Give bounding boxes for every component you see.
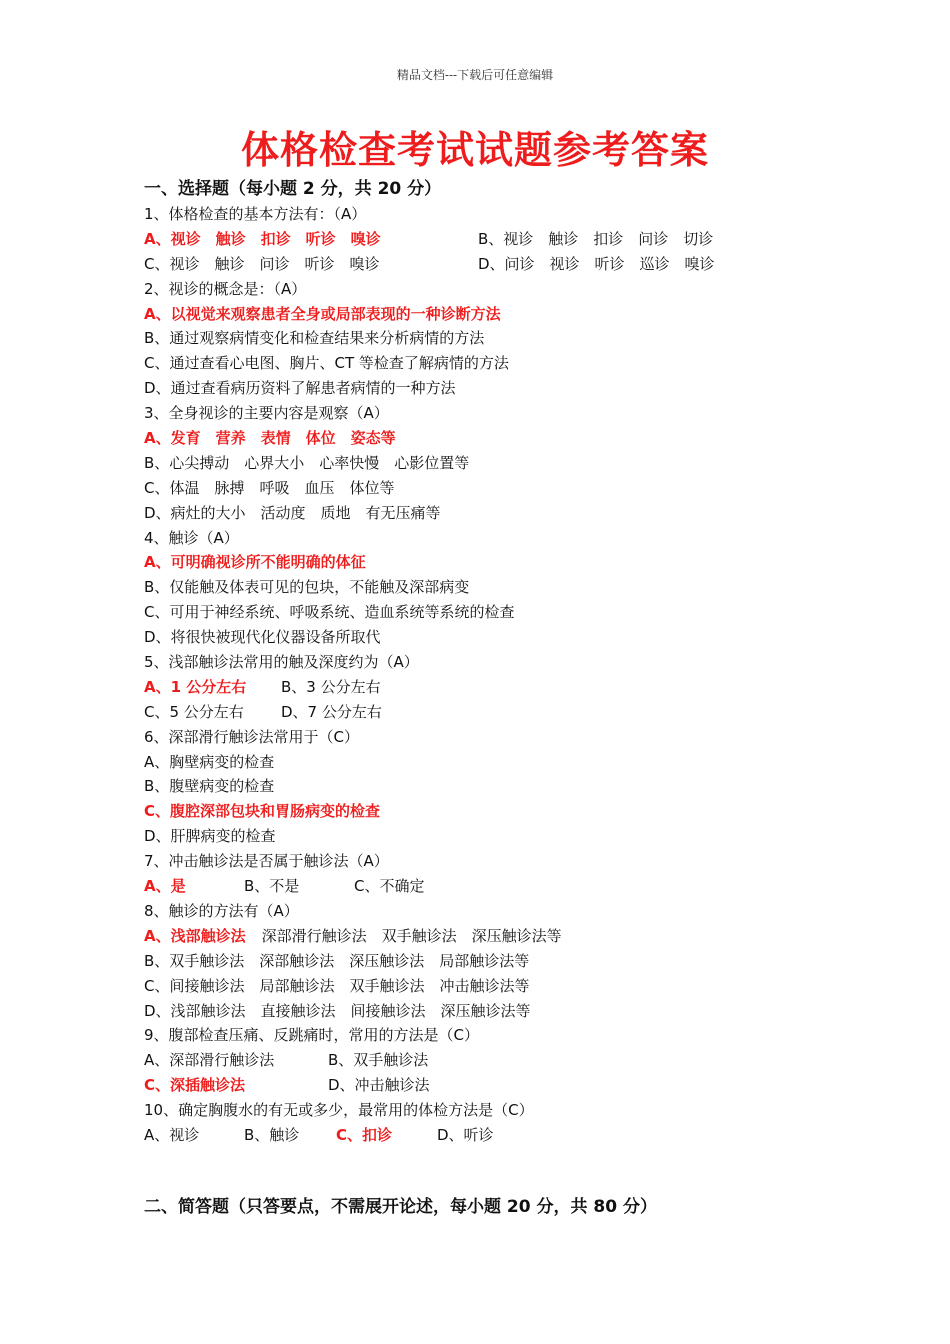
q4-stem: 4、触诊（A） (144, 528, 239, 547)
q10-option-c: C、扣诊 (336, 1125, 393, 1144)
q1-option-d: D、问诊 视诊 听诊 巡诊 嗅诊 (478, 254, 715, 273)
q7-option-c: C、不确定 (354, 877, 425, 896)
q8-option-b: B、双手触诊法 深部触诊法 深压触诊法 局部触诊法等 (144, 951, 530, 970)
q3-option-c: C、体温 脉搏 呼吸 血压 体位等 (144, 478, 395, 497)
q7-options (144, 874, 844, 899)
q10-options (144, 1123, 844, 1148)
q3-stem: 3、全身视诊的主要内容是观察（A） (144, 404, 389, 423)
q3-option-d: D、病灶的大小 活动度 质地 有无压痛等 (144, 503, 441, 522)
q7-option-a: A、是 (144, 877, 186, 896)
q2-option-d: D、通过查看病历资料了解患者病情的一种方法 (144, 379, 456, 398)
q1-options-cd (144, 252, 844, 277)
q1-option-b: B、视诊 触诊 扣诊 问诊 切诊 (478, 229, 714, 248)
q1-options-ab (144, 227, 844, 252)
q9-options-ab (144, 1048, 844, 1073)
q5-option-b: B、3 公分左右 (281, 677, 381, 696)
q1-option-a: A、视诊 触诊 扣诊 听诊 嗅诊 (144, 229, 381, 248)
q8-option-d: D、浅部触诊法 直接触诊法 间接触诊法 深压触诊法等 (144, 1001, 531, 1020)
q2-stem: 2、视诊的概念是：（A） (144, 279, 307, 298)
q6-stem: 6、深部滑行触诊法常用于（C） (144, 727, 360, 746)
q6-option-c: C、腹腔深部包块和胃肠病变的检查 (144, 802, 381, 821)
section-1-heading: 一、选择题（每小题 2 分，共 20 分） (144, 179, 442, 199)
q2-option-b: B、通过观察病情变化和检查结果来分析病情的方法 (144, 329, 485, 348)
q8-option-a-correct: A、浅部触诊法 (144, 926, 246, 945)
q5-stem: 5、浅部触诊法常用的触及深度约为（A） (144, 653, 419, 672)
q2-option-c: C、通过查看心电图、胸片、CT 等检查了解病情的方法 (144, 354, 509, 373)
section-2-heading: 二、简答题（只答要点，不需展开论述，每小题 20 分，共 80 分） (144, 1197, 657, 1217)
q10-option-b: B、触诊 (244, 1125, 300, 1144)
q10-option-a: A、视诊 (144, 1125, 200, 1144)
q8-option-a (144, 924, 844, 949)
q4-option-b: B、仅能触及体表可见的包块，不能触及深部病变 (144, 578, 470, 597)
q3-option-b: B、心尖搏动 心界大小 心率快慢 心影位置等 (144, 453, 470, 472)
section-1 (144, 176, 844, 1148)
q4-option-c: C、可用于神经系统、呼吸系统、造血系统等系统的检查 (144, 603, 515, 622)
q5-options-cd (144, 700, 844, 725)
q6-option-d: D、肝脾病变的检查 (144, 827, 276, 846)
q8-option-c: C、间接触诊法 局部触诊法 双手触诊法 冲击触诊法等 (144, 976, 530, 995)
q7-option-b: B、不是 (244, 877, 300, 896)
q9-option-b: B、双手触诊法 (328, 1051, 429, 1070)
q5-option-c: C、5 公分左右 (144, 702, 244, 721)
q9-option-d: D、冲击触诊法 (328, 1076, 430, 1095)
q7-stem: 7、冲击触诊法是否属于触诊法（A） (144, 852, 389, 871)
q10-stem: 10、确定胸腹水的有无或多少，最常用的体检方法是（C） (144, 1101, 534, 1120)
q4-option-a: A、可明确视诊所不能明确的体征 (144, 553, 366, 572)
q1-stem: 1、体格检查的基本方法有：（A） (144, 205, 367, 223)
document-title: 体格检查考试试题参考答案 (240, 128, 709, 172)
q5-option-a: A、1 公分左右 (144, 677, 247, 696)
q9-stem: 9、腹部检查压痛、反跳痛时，常用的方法是（C） (144, 1026, 480, 1045)
q2-option-a: A、以视觉来观察患者全身或局部表现的一种诊断方法 (144, 304, 501, 323)
q8-option-a-rest: 深部滑行触诊法 双手触诊法 深压触诊法等 (261, 926, 562, 945)
q4-option-d: D、将很快被现代化仪器设备所取代 (144, 628, 381, 647)
q9-options-cd (144, 1073, 844, 1098)
q9-option-c: C、深插触诊法 (144, 1076, 246, 1095)
q9-option-a: A、深部滑行触诊法 (144, 1051, 275, 1070)
q8-stem: 8、触诊的方法有（A） (144, 901, 299, 920)
q3-option-a: A、发育 营养 表情 体位 姿态等 (144, 429, 396, 448)
q10-option-d: D、听诊 (437, 1125, 494, 1144)
header-note: 精品文档---下载后可任意编辑 (396, 68, 554, 82)
q1-option-c: C、视诊 触诊 问诊 听诊 嗅诊 (144, 254, 380, 273)
q5-options-ab (144, 675, 844, 700)
q5-option-d: D、7 公分左右 (281, 702, 382, 721)
q6-option-b: B、腹壁病变的检查 (144, 777, 275, 796)
q6-option-a: A、胸壁病变的检查 (144, 752, 275, 771)
